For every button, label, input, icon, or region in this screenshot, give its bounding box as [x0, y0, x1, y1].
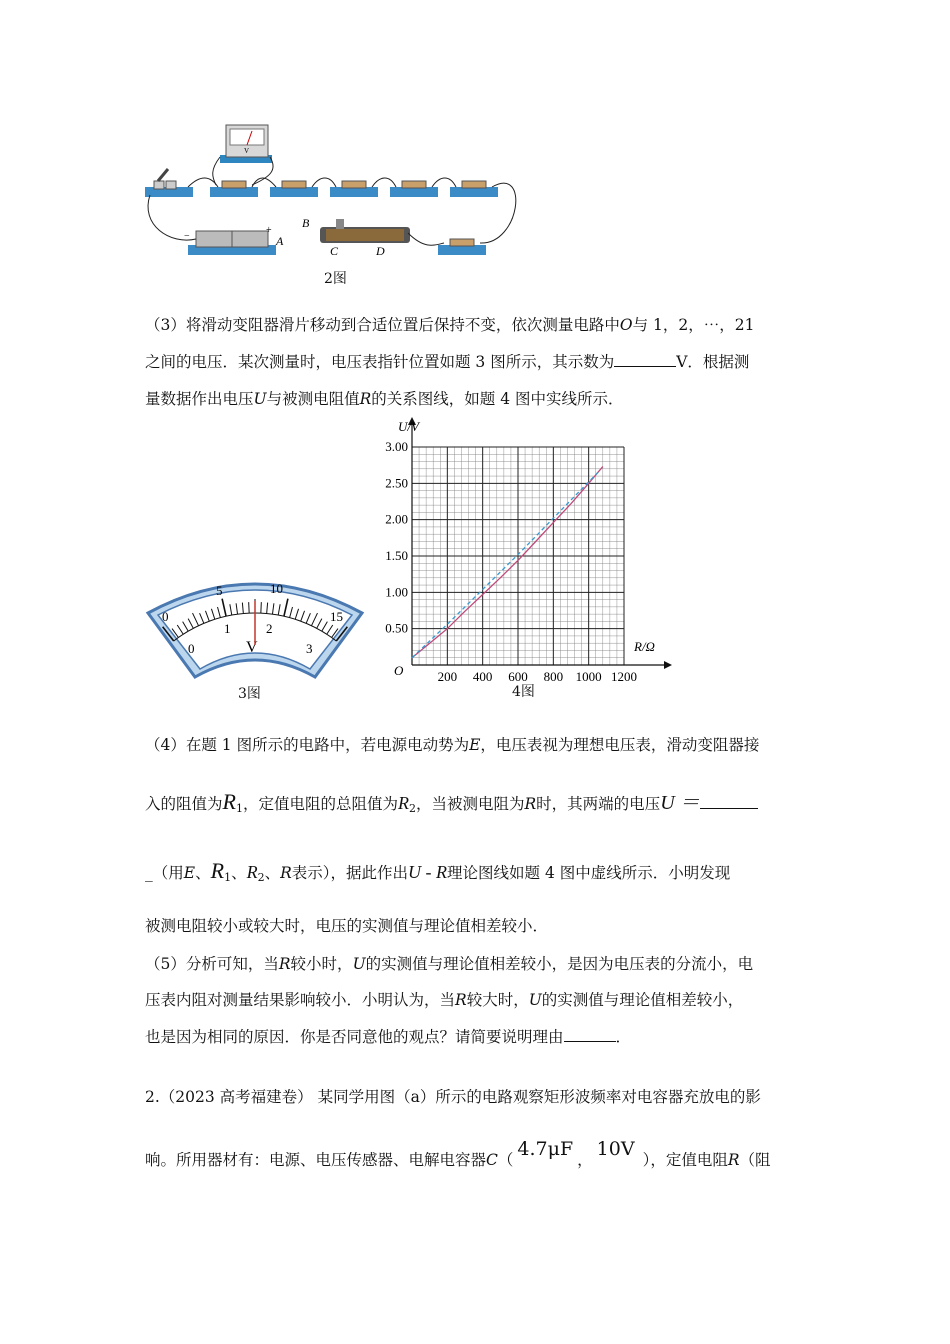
x-tick-label: 600 — [508, 669, 528, 684]
chart-y-axis-label: U/V — [398, 419, 419, 434]
svg-text:D: D — [376, 244, 385, 258]
switch-illustration — [145, 169, 193, 197]
figure-4-caption: 4图 — [512, 684, 535, 700]
y-tick-label: 1.00 — [385, 584, 408, 600]
svg-text:+: + — [266, 225, 272, 236]
svg-text:C: C — [330, 244, 339, 258]
circuit-figure-2 — [140, 115, 530, 265]
answer-blank-q3[interactable] — [614, 352, 676, 367]
dial-bottom-label-1: 1 — [224, 621, 231, 636]
x-tick-label: 1200 — [611, 669, 637, 684]
q3-line-3: 量数据作出电压U与被测电阻值R的关系图线，如题 4 图中实线所示． — [145, 390, 624, 408]
q4-line-3: _（用E、$R_1$、$R_2$、R表示），据此作出U - R理论图线如题 4 图中虚线所示．小明发现 — [145, 858, 731, 884]
answer-blank-q4[interactable] — [700, 794, 758, 809]
figure-2-caption: 2图 — [324, 271, 347, 287]
answer-blank-q5[interactable] — [564, 1027, 616, 1042]
battery-illustration — [184, 225, 284, 255]
svg-text:−: − — [184, 231, 190, 242]
q4-line-1: （4）在题 1 图所示的电路中，若电源电动势为E，电压表视为理想电压表，滑动变阻器接 — [145, 736, 760, 754]
y-tick-label: 1.50 — [385, 548, 408, 563]
chart-origin-label: O — [394, 663, 404, 678]
rheostat-illustration — [302, 216, 410, 258]
dial-top-label-15: 15 — [330, 609, 343, 624]
y-tick-label: 0.50 — [385, 620, 408, 636]
voltmeter-illustration — [220, 125, 272, 163]
dial-top-label-10: 10 — [270, 581, 283, 596]
q5-line-1: （5）分析可知，当R较小时，U的实测值与理论值相差较小，是因为电压表的分流小，电 — [145, 955, 754, 973]
x-tick-label: 1000 — [575, 669, 602, 684]
q2-line-1: 2.（2023 高考福建卷） 某同学用图（a）所示的电路观察矩形波频率对电容器充放电的影 — [145, 1088, 761, 1106]
chart-x-axis-label: R/Ω — [634, 639, 655, 654]
q2-line-2: 响。所用器材有：电源、电压传感器、电解电容器C（ 4.7μF ， 10V ），定值电阻R（阻 — [145, 1138, 771, 1169]
q4-line-4: 被测电阻较小或较大时，电压的实测值与理论值相差较小． — [145, 917, 549, 935]
x-axis-arrow — [664, 661, 672, 669]
q5-line-2: 压表内阻对测量结果影响较小．小明认为，当R较大时，U的实测值与理论值相差较小， — [145, 991, 744, 1009]
x-tick-label: 800 — [543, 669, 564, 684]
figure-3-caption: 3图 — [238, 686, 261, 702]
y-tick-label: 3.00 — [385, 439, 408, 454]
dial-bottom-label-0: 0 — [188, 641, 195, 656]
dial-top-label-5: 5 — [216, 583, 223, 598]
q4-line-2: 入的阻值为$R_1$，定值电阻的总阻值为$R_2$，当被测电阻为R时，其两端的电压U ＝ — [145, 786, 758, 815]
chart-x-tick-labels — [438, 669, 637, 684]
u-r-chart-figure-4 — [372, 415, 682, 695]
q3-line-2: 之间的电压．某次测量时，电压表指针位置如题 3 图所示，其示数为 V．根据测 — [145, 353, 750, 371]
x-tick-label: 400 — [472, 669, 493, 684]
chart-y-tick-labels — [385, 439, 408, 636]
q5-line-3: 也是因为相同的原因．你是否同意他的观点？请简要说明理由 ． — [145, 1028, 632, 1046]
voltmeter-dial-figure-3 — [140, 565, 370, 685]
y-tick-label: 2.50 — [385, 475, 408, 491]
dial-bottom-label-3: 3 — [306, 641, 313, 656]
x-tick-label: 200 — [437, 669, 458, 684]
y-tick-label: 2.00 — [385, 511, 408, 527]
svg-text:B: B — [302, 216, 310, 230]
dial-bottom-label-2: 2 — [266, 621, 273, 636]
q3-line-1: （3）将滑动变阻器滑片移动到合适位置后保持不变，依次测量电路中O与 1，2，⋯，21 — [145, 316, 755, 334]
dial-top-label-0: 0 — [162, 609, 169, 624]
dial-unit-v: V — [246, 639, 258, 656]
svg-text:A: A — [276, 234, 284, 248]
svg-text:V: V — [244, 147, 250, 155]
